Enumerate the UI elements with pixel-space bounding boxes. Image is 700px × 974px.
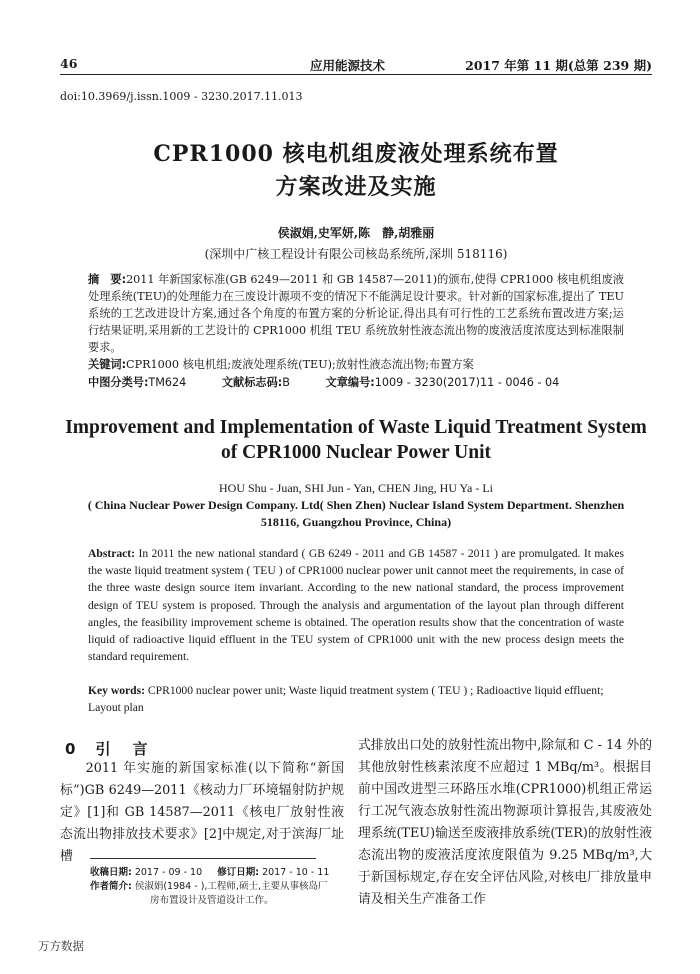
- title-english: [60, 415, 652, 465]
- affiliation-chinese: (深圳中广核工程设计有限公司核岛系统所,深圳 518116): [204, 247, 508, 261]
- classification-line: [88, 374, 624, 391]
- title-chinese: [60, 138, 652, 204]
- abstract-chinese: [88, 271, 624, 356]
- body-paragraph-right: 式排放出口处的放射性流出物中,除氚和 C - 14 外的其他放射性核素浓度不应超过 1 MBq/m³。根据目前中国改进型三环路压水堆(CPR1000)机组正常运行工况气液态放射性流出物源项计算报告,其废液处理系统(TEU)输送至废液排放系统(TER)的放射性液态流出物的废液活度浓度限值为 9.25 MBq/m³,大于新国标规定,存在安全评估风险,对核电厂排放量申请及相关生产准备工作: [358, 738, 652, 907]
- doc-code-value: B: [282, 376, 290, 389]
- authors-chinese: 侯淑娟,史军妍,陈 静,胡雅丽: [277, 226, 435, 240]
- body-column-right: [358, 735, 652, 911]
- section-number: 0: [65, 740, 76, 758]
- footnote-author: [90, 880, 346, 908]
- clc-label: 中图分类号:: [88, 376, 149, 389]
- authors-english: HOU Shu - Juan, SHI Jun - Yan, CHEN Jing, HU Ya - Li: [218, 481, 494, 495]
- doc-code-field: [222, 376, 306, 389]
- title-english-line1: Improvement and Implementation of Waste Liquid Treatment System: [65, 417, 647, 438]
- footnote-dates: [90, 866, 346, 880]
- article-no-field: [326, 376, 576, 389]
- received-date: 2017 - 09 - 10: [134, 867, 203, 878]
- doc-code-label: 文献标志码:: [221, 376, 283, 389]
- keywords-chinese: [88, 356, 624, 373]
- title-chinese-line2: 方案改进及实施: [275, 174, 437, 200]
- author-bio-text-cont: 房布置设计及管道设计工作。: [150, 895, 274, 906]
- title-english-line2: of CPR1000 Nuclear Power Unit: [220, 442, 492, 463]
- affiliation-english: ( China Nuclear Power Design Company. Ltd( Shen Zhen) Nuclear Island System Department. Shenzhen 518116, Guangzhou Province, China): [87, 498, 625, 529]
- doi: doi:10.3969/j.issn.1009 - 3230.2017.11.013: [60, 90, 303, 103]
- abstract-english-label: Abstract:: [88, 547, 136, 560]
- author-bio-text: 侯淑娟(1984 - ),工程师,硕士,主要从事核岛厂: [134, 881, 328, 892]
- page-number: 46: [60, 56, 78, 71]
- issue-info: 2017 年第 11 期(总第 239 期): [465, 58, 652, 73]
- title-chinese-line1: CPR1000 核电机组废液处理系统布置: [153, 141, 559, 167]
- section-heading-introduction: [65, 738, 169, 759]
- received-label: 收稿日期:: [90, 867, 132, 878]
- abstract-chinese-label: 摘 要:: [88, 273, 127, 286]
- watermark: 万方数据: [38, 939, 84, 953]
- body-paragraph-left: 2011 年实施的新国家标准(以下简称“新国标”)GB 6249—2011《核动力厂环境辐射防护规定》[1]和 GB 14587—2011《核电厂放射性液态流出物排放技术要求》[2]中规定,对于滨海厂址槽: [60, 761, 344, 864]
- running-header: [60, 52, 652, 75]
- keywords-chinese-text: CPR1000 核电机组;废液处理系统(TEU);放射性液态流出物;布置方案: [126, 358, 474, 371]
- keywords-english-label: Key words:: [88, 684, 145, 697]
- footnote: [90, 866, 346, 908]
- body-column-left: [60, 758, 344, 868]
- revised-date: 2017 - 10 - 11: [262, 867, 330, 878]
- abstract-english-text: In 2011 the new national standard ( GB 6249 - 2011 and GB 14587 - 2011 ) are promulgated. It makes the waste liquid treatment system ( TEU ) of CPR1000 nuclear power unit cannot meet the requirements, in case of the three waste design source item invariant. According to the new national standard, the process improvement design of TEU system is proposed. Through the analysis and argumentation of the layout plan through different angles, the feasibility improvement scheme is obtained. The operation results show that the concentration of waste liquid of radioactive liquid effluent in the TEU system of CPR1000 unit with the new process design meets the standard requirement.: [88, 547, 624, 664]
- abstract-english: [88, 545, 624, 665]
- article-no-label: 文章编号:: [325, 376, 375, 389]
- clc-field: [88, 376, 202, 389]
- keywords-chinese-label: 关键词:: [88, 358, 127, 371]
- footnote-divider: [90, 858, 316, 859]
- abstract-chinese-text: 2011 年新国家标准(GB 6249—2011 和 GB 14587—2011)的颁布,使得 CPR1000 核电机组废液处理系统(TEU)的处理能力在三废设计源项不变的情况下不能满足设计要求。针对新的国家标准,提出了 TEU 系统的工艺改进设计方案,通过各个角度的布置方案的分析论证,得出具有可行性的工艺系统布置改进方案;运行结果证明,采用新的工艺设计的 CPR1000 机组 TEU 系统放射性液态流出物的废液活度浓度达到标准限制要求。: [88, 273, 624, 354]
- revised-label: 修订日期:: [217, 867, 260, 878]
- article-no-value: 1009 - 3230(2017)11 - 0046 - 04: [374, 376, 560, 389]
- section-title: 引言: [95, 740, 170, 758]
- keywords-english-text: CPR1000 nuclear power unit; Waste liquid treatment system ( TEU ) ; Radioactive liquid effluent; Layout plan: [88, 684, 604, 715]
- author-bio-label: 作者简介:: [90, 881, 132, 892]
- clc-value: TM624: [148, 376, 187, 389]
- keywords-english: [88, 682, 624, 716]
- journal-name: 应用能源技术: [310, 58, 386, 73]
